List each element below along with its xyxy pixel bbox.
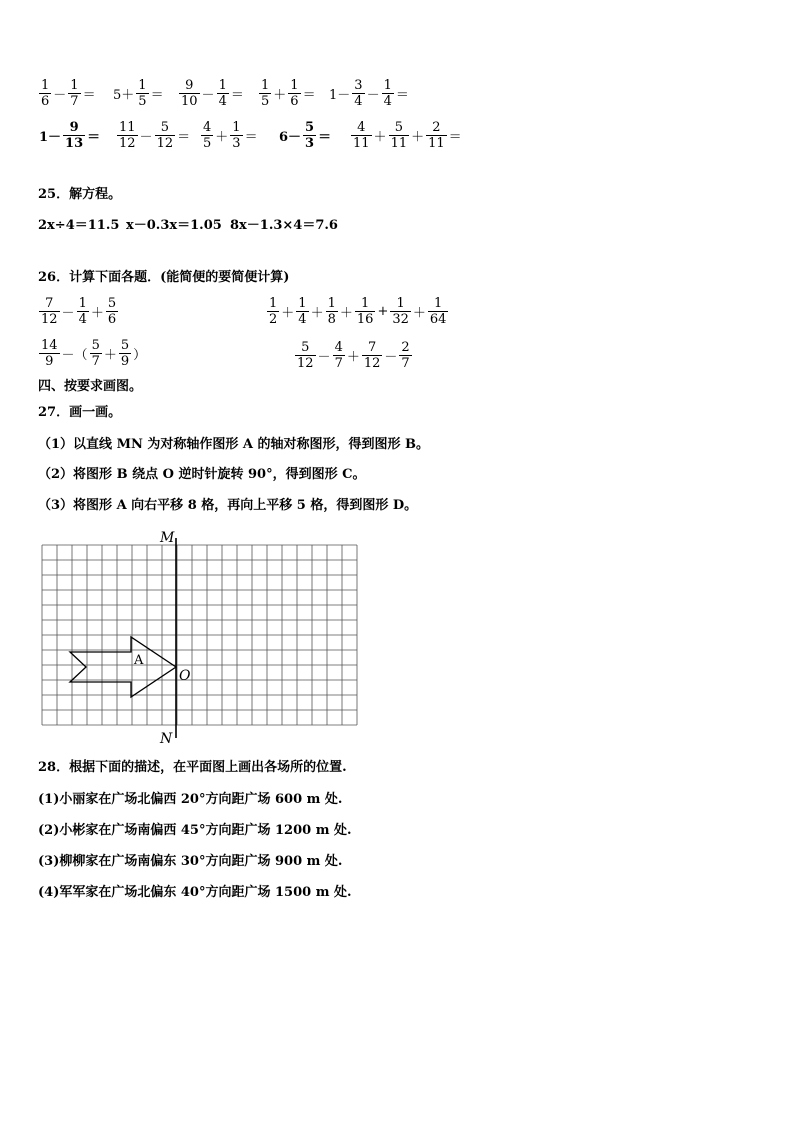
q26-title: 26．计算下面各题．(能简便的要简便计算): [38, 270, 290, 285]
fraction: [63, 120, 85, 151]
fraction: [259, 78, 271, 109]
fraction: [68, 78, 80, 109]
denominator: 12: [363, 356, 381, 371]
oral-calc-r2-1: [38, 120, 101, 151]
fraction: [428, 296, 449, 327]
numerator: 7: [362, 340, 383, 356]
q26-expression-3: [38, 338, 147, 369]
q28-item-1: (1)小丽家在广场北偏西 20°方向距广场 600 m 处.: [38, 792, 343, 807]
numerator: 9: [63, 120, 85, 136]
denominator: 6: [107, 312, 117, 327]
denominator: 64: [429, 312, 447, 327]
denominator: 9: [45, 354, 54, 369]
fraction: [426, 120, 447, 151]
operator: ＋: [373, 130, 387, 145]
q27-item-3: （3）将图形 A 向右平移 8 格，再向上平移 5 格，得到图形 D。: [38, 498, 418, 513]
numerator: 14: [41, 338, 58, 353]
operator: ＝: [82, 88, 96, 103]
numerator: 4: [351, 120, 372, 136]
denominator: 11: [353, 136, 370, 151]
q25-title: 25．解方程。: [38, 187, 122, 202]
figure-a-arrow: [70, 637, 176, 697]
q25-equation-2: x－0.3x＝1.05: [126, 218, 222, 233]
operator: －: [201, 88, 215, 103]
operator: ＝: [87, 130, 101, 145]
denominator: 4: [298, 312, 307, 327]
q27-item-2: （2）将图形 B 绕点 O 逆时针旋转 90°，得到图形 C。: [38, 467, 366, 482]
oral-calc-r2-3: [200, 120, 259, 151]
denominator: 12: [41, 312, 58, 327]
fraction: [117, 120, 138, 151]
oral-calc-r2-2: [116, 120, 191, 151]
fraction: [39, 338, 60, 369]
fraction: [295, 340, 316, 371]
denominator: 8: [327, 312, 336, 327]
oral-calc-r1-1: [38, 78, 97, 109]
numerator: 2: [401, 340, 410, 355]
numerator: 4: [334, 340, 343, 355]
numerator: 1: [383, 78, 392, 93]
operator: ＝: [395, 88, 409, 103]
denominator: 16: [356, 312, 374, 327]
operator: ）: [133, 348, 147, 363]
denominator: 4: [218, 94, 227, 109]
numerator: 5: [107, 296, 117, 311]
numerator: 1: [390, 296, 411, 312]
fraction: [90, 338, 102, 369]
denominator: 11: [390, 136, 408, 151]
fraction: [351, 120, 372, 151]
denominator: 6: [41, 94, 50, 109]
operator: ＝: [230, 88, 244, 103]
q25-equation-3: 8x－1.3×4＝7.6: [230, 218, 338, 233]
operator: 5＋: [113, 88, 135, 103]
numerator: 5: [305, 120, 315, 135]
q25-equation-1: 2x÷4＝11.5: [38, 218, 120, 233]
oral-calc-r1-2: [112, 78, 165, 109]
operator: －: [366, 88, 380, 103]
operator: ＝: [318, 130, 332, 145]
numerator: 5: [155, 120, 176, 136]
numerator: 3: [354, 78, 363, 93]
q28-item-2: (2)小彬家在广场南偏西 45°方向距广场 1200 m 处.: [38, 823, 352, 838]
fraction: [355, 296, 376, 327]
numerator: 1: [138, 78, 147, 93]
numerator: 1: [290, 78, 299, 93]
fraction: [288, 78, 300, 109]
numerator: 1: [70, 78, 79, 93]
operator: ＋: [90, 306, 104, 321]
numerator: 1: [232, 120, 241, 135]
fraction: [77, 296, 89, 327]
numerator: 1: [298, 296, 307, 311]
fraction: [326, 296, 338, 327]
q28-item-4: (4)军军家在广场北偏东 40°方向距广场 1500 m 处.: [38, 885, 352, 900]
numerator: 9: [179, 78, 200, 94]
denominator: 3: [232, 136, 241, 151]
q27-title: 27．画一画。: [38, 405, 122, 420]
operator: －: [61, 306, 75, 321]
numerator: 1: [269, 296, 278, 311]
denominator: 2: [269, 312, 278, 327]
denominator: 7: [91, 354, 100, 369]
numerator: 1: [41, 78, 50, 93]
operator: ＋: [411, 130, 425, 145]
operator: 1－: [39, 130, 62, 145]
fraction: [399, 340, 411, 371]
operator: +: [377, 304, 389, 319]
operator: ＝: [150, 88, 164, 103]
q26-expression-1: [38, 296, 119, 327]
operator: ＝: [244, 130, 258, 145]
fraction: [303, 120, 316, 151]
operator: ＋: [346, 350, 360, 365]
denominator: 12: [297, 356, 314, 371]
denominator: 7: [70, 94, 79, 109]
oral-calc-r2-5: [350, 120, 463, 151]
numerator: 1: [261, 78, 270, 93]
operator: －: [317, 350, 331, 365]
fraction: [230, 120, 242, 151]
denominator: 13: [65, 136, 84, 151]
operator: －: [384, 350, 398, 365]
q26-expression-4: [294, 340, 413, 371]
operator: －: [53, 88, 67, 103]
denominator: 10: [181, 94, 198, 109]
numerator: 1: [218, 78, 227, 93]
label-m: M: [160, 530, 175, 546]
fraction: [333, 340, 345, 371]
operator: －（: [61, 348, 88, 363]
denominator: 11: [428, 136, 445, 151]
section-heading: 四、按要求画图。: [38, 379, 143, 394]
operator: ＝: [302, 88, 316, 103]
numerator: 1: [428, 296, 449, 312]
numerator: 1: [355, 296, 376, 312]
fraction: [179, 78, 200, 109]
q27-item-1: （1）以直线 MN 为对称轴作图形 A 的轴对称图形，得到图形 B。: [38, 437, 430, 452]
denominator: 12: [156, 136, 174, 151]
operator: ＝: [177, 130, 191, 145]
fraction: [106, 296, 118, 327]
numerator: 1: [327, 296, 336, 311]
label-a: A: [134, 653, 144, 668]
denominator: 4: [383, 94, 392, 109]
operator: 6－: [279, 130, 302, 145]
numerator: 2: [426, 120, 447, 136]
numerator: 5: [120, 338, 130, 353]
fraction: [119, 338, 131, 369]
numerator: 5: [295, 340, 316, 356]
denominator: 7: [334, 356, 343, 371]
denominator: 5: [203, 136, 212, 151]
q28-item-3: (3)柳柳家在广场南偏东 30°方向距广场 900 m 处.: [38, 854, 343, 869]
operator: ＋: [273, 88, 287, 103]
label-o: O: [179, 668, 191, 684]
numerator: 1: [78, 296, 87, 311]
fraction: [201, 120, 213, 151]
denominator: 6: [290, 94, 299, 109]
denominator: 3: [305, 136, 315, 151]
fraction: [390, 296, 411, 327]
oral-calc-r1-4: [258, 78, 317, 109]
denominator: 4: [354, 94, 363, 109]
numerator: 5: [91, 338, 100, 353]
denominator: 5: [138, 94, 147, 109]
operator: ＝: [448, 130, 462, 145]
denominator: 7: [401, 356, 410, 371]
operator: ＋: [215, 130, 229, 145]
denominator: 32: [392, 312, 409, 327]
fraction: [39, 296, 60, 327]
operator: ＋: [103, 348, 117, 363]
operator: －: [139, 130, 153, 145]
operator: ＋: [412, 306, 426, 321]
fraction: [362, 340, 383, 371]
numerator: 4: [203, 120, 212, 135]
denominator: 9: [120, 354, 130, 369]
fraction: [389, 120, 410, 151]
denominator: 5: [261, 94, 270, 109]
numerator: 7: [39, 296, 60, 312]
oral-calc-r1-5: [328, 78, 410, 109]
fraction: [39, 78, 51, 109]
fraction: [217, 78, 229, 109]
fraction: [296, 296, 308, 327]
fraction: [352, 78, 364, 109]
operator: ＋: [281, 306, 295, 321]
grid-lines: [42, 545, 357, 725]
q28-title: 28．根据下面的描述，在平面图上画出各场所的位置.: [38, 760, 347, 775]
operator: ＋: [339, 306, 353, 321]
fraction: [267, 296, 279, 327]
symmetry-grid-figure: [34, 528, 384, 746]
numerator: 5: [389, 120, 410, 136]
oral-calc-r1-3: [178, 78, 245, 109]
denominator: 4: [78, 312, 87, 327]
fraction: [136, 78, 148, 109]
operator: ＋: [310, 306, 324, 321]
operator: 1－: [329, 88, 351, 103]
label-n: N: [160, 731, 173, 746]
q26-expression-2: [266, 296, 449, 327]
denominator: 12: [119, 136, 136, 151]
numerator: 11: [119, 120, 136, 135]
oral-calc-r2-4: [278, 120, 332, 151]
fraction: [155, 120, 176, 151]
fraction: [382, 78, 394, 109]
